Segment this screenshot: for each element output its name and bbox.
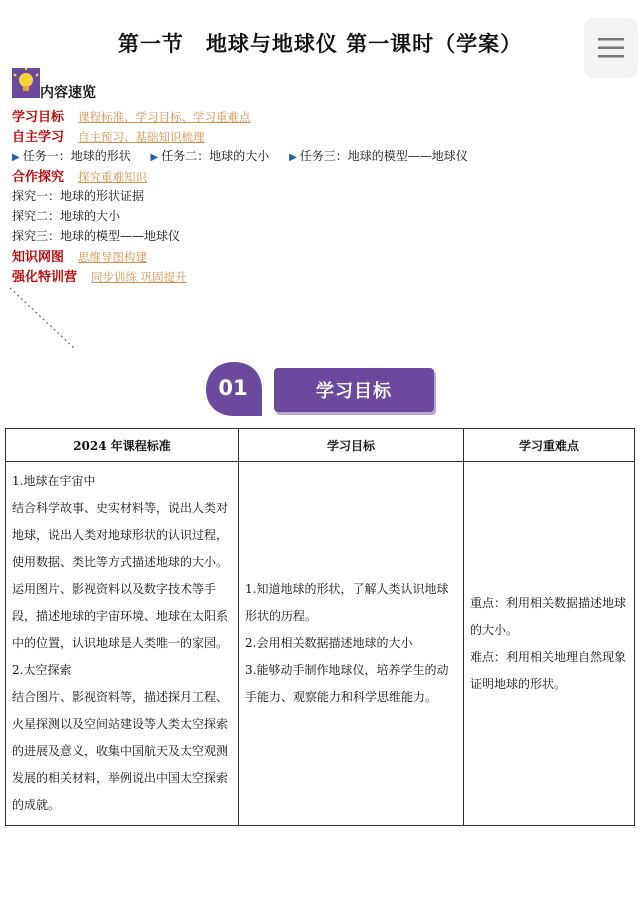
keypoints-cell	[464, 462, 635, 826]
toc-link-self[interactable]: 自主预习、基础知识梳理	[78, 130, 205, 144]
lightbulb-icon	[12, 68, 40, 98]
task-item[interactable]: 任务一：地球的形状	[22, 149, 131, 163]
curriculum-line: 2.太空探索	[12, 663, 72, 677]
triangle-icon: ▶	[12, 152, 20, 163]
curriculum-line: 结合图片、影视资料等，描述探月工程、火星探测以及空间站建设等人类太空探索的进展及意义，收集中国航天及太空观测发展的相关材料，举例说出中国太空探索的成就。	[12, 690, 229, 812]
header-goals: 学习目标	[239, 429, 464, 462]
section-badge-label: 学习目标	[274, 368, 434, 412]
goals-cell	[239, 462, 464, 826]
toc-link-coop[interactable]: 探究重难知识	[78, 170, 148, 184]
toc-row-coop	[12, 166, 147, 185]
toc-row-tasks	[12, 147, 468, 164]
toc-row-train	[12, 266, 187, 285]
toc-label-goal: 学习目标	[12, 110, 65, 125]
toc-label-map: 知识网图	[12, 250, 65, 265]
table-row	[6, 462, 635, 826]
decorative-dotted-line	[8, 286, 78, 352]
toc-heading: 内容速览	[40, 85, 96, 101]
section-badge	[204, 360, 444, 420]
page-title: 第一节 地球与地球仪 第一课时（学案）	[117, 31, 523, 56]
task-item[interactable]: 任务二：地球的大小	[161, 149, 270, 163]
toc-link-train[interactable]: 同步训练 巩固提升	[91, 270, 187, 284]
explore-item[interactable]: 探究一：地球的形状证据	[12, 189, 145, 203]
curriculum-line: 结合科学故事、史实材料等，说出人类对地球，说出人类对地球形状的认识过程，使用数据、类比等方式描述地球的大小。运用图片、影视资料以及数字技术等手段，描述地球的宇宙环境、地球在太阳系中的位置，认识地球是人类唯一的家园。	[12, 501, 229, 650]
toc-row-self	[12, 126, 205, 145]
goal-line: 2.会用相关数据描述地球的大小	[245, 636, 413, 650]
section-badge-number: 01	[218, 376, 248, 400]
explore-item[interactable]: 探究三：地球的模型——地球仪	[12, 229, 181, 243]
explore-item[interactable]: 探究二：地球的大小	[12, 209, 121, 223]
task-item[interactable]: 任务三：地球的模型——地球仪	[299, 149, 468, 163]
triangle-icon: ▶	[289, 152, 297, 163]
toc-label-train: 强化特训营	[12, 270, 78, 285]
toc-link-goal[interactable]: 课程标准、学习目标、学习重难点	[78, 110, 251, 124]
objectives-table	[5, 428, 635, 826]
keypoint-line: 难点：利用相关地理自然现象证明地球的形状。	[470, 649, 627, 691]
curriculum-line: 1.地球在宇宙中	[12, 474, 96, 488]
hamburger-icon	[598, 37, 624, 59]
toc-link-map[interactable]: 思维导图构建	[78, 250, 148, 264]
goal-line: 3.能够动手制作地球仪，培养学生的动手能力、观察能力和科学思维能力。	[245, 663, 449, 704]
table-header-row	[6, 429, 635, 462]
toc-row-goal	[12, 106, 251, 125]
header-keypoints: 学习重难点	[464, 429, 635, 462]
header-curriculum: 2024 年课程标准	[6, 429, 239, 462]
goal-line: 1.知道地球的形状，了解人类认识地球形状的历程。	[245, 582, 449, 623]
toc-row-map	[12, 246, 147, 265]
triangle-icon: ▶	[150, 152, 159, 163]
toc-label-coop: 合作探究	[12, 170, 65, 185]
toc-label-self: 自主学习	[12, 130, 65, 145]
menu-button[interactable]	[584, 18, 638, 78]
curriculum-cell	[6, 462, 239, 826]
keypoint-line: 重点：利用相关数据描述地球的大小。	[470, 595, 627, 637]
